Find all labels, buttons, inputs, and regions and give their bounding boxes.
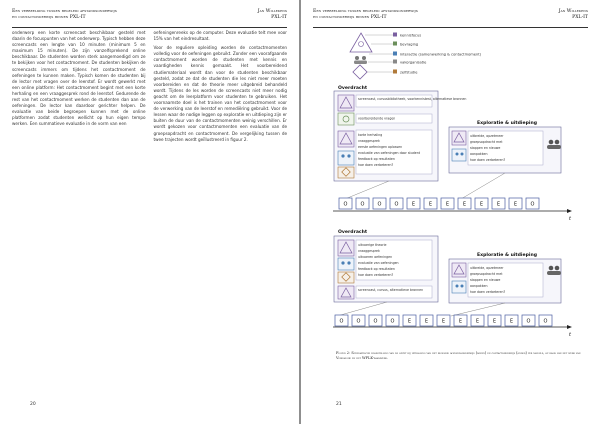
timeline-label: O <box>394 201 399 208</box>
card-text: stappen en nieuwe <box>470 278 501 282</box>
card-icon-tile <box>452 149 466 161</box>
timeline-label: E <box>407 318 412 325</box>
header-title-line1: Een verbeelding tussen begeleid afstandsonderwijs <box>313 9 418 14</box>
axis-arrow-icon <box>567 325 572 329</box>
legend-label: kennisfocus <box>400 33 422 38</box>
label-overdracht: Overdracht <box>338 86 368 91</box>
card-text: vraaggesprek <box>358 139 380 143</box>
card-text: uitvoeren oefeningen <box>358 255 393 259</box>
timeline-label: E <box>424 318 429 325</box>
axis-label: t <box>569 216 571 222</box>
figure-caption: Figuur 2: Schematische voorstelling van de opzet bij uitrolling van het begeleid afstandsonderwijs (boven) en contactonderwijs (onder) per module, op basis van het werk van Verhaeghe en het WFLK-raamwerk. <box>336 351 581 360</box>
card-text: evaluatie van oefeningen door student <box>358 151 421 155</box>
timeline-label: E <box>428 201 433 208</box>
timeline-label: E <box>479 201 484 208</box>
header-author: Jan Willekens <box>257 9 287 14</box>
timeline-label: E <box>462 201 467 208</box>
header-title <box>12 9 117 21</box>
people-icon <box>341 154 344 157</box>
body-columns <box>12 30 287 394</box>
people-icon <box>341 261 344 264</box>
card-text: korte herhaling <box>358 133 383 137</box>
card-text: screencast, cursus, alternatieve bronnen <box>358 288 424 292</box>
timeline-label: O <box>339 318 344 325</box>
timeline-label: E <box>411 201 416 208</box>
timeline-top <box>339 198 539 209</box>
axis-arrow-icon <box>567 209 572 213</box>
card-text: hoe doen verbeteren? <box>358 273 394 277</box>
legend-label: interactie (samenwerking & contactmoment) <box>400 52 482 57</box>
timeline-label: E <box>509 318 514 325</box>
timeline-label: O <box>526 318 531 325</box>
timeline-label: O <box>360 201 365 208</box>
diagram-top <box>333 85 572 222</box>
header-title-line1: Een verbeelding tussen begeleid afstandsonderwijs <box>12 9 117 14</box>
header-course: PXL-IT <box>572 15 588 20</box>
right-page <box>301 0 600 424</box>
header-author: Jan Willekens <box>558 9 588 14</box>
people-icon <box>456 285 459 288</box>
connector-line <box>461 173 505 199</box>
people-icon <box>347 154 350 157</box>
connector-line <box>345 181 389 199</box>
page-number: 21 <box>336 402 342 407</box>
card-text: groepsopdracht met <box>470 140 503 144</box>
card-text: stappen en nieuwe <box>470 146 501 150</box>
header-title-line2: en contactonderwijs binnen PXL-IT <box>313 15 387 20</box>
paragraph: Voor de reguliere opleiding worden de contactmomenten volledig voor de oefeningen gebruikt. Zonder een voorafgaande contactmoment worden de studenten met kennis en vaardigheden kennis gemaakt. Het voorbereidend studiemateriaal wordt dan voor de studenten beschikbaar gesteld, zodat ze dat de studenten die les niet meer moeten voorbereiden en dat de theorie meer uitgebreid behandeld wordt. Tijdens de les worden de screencasts niet meer nodig geacht om de leerplatform voor studenten te gebruiken. Het voornaamste doel is het trainen van het contactmoment voor de verwerking van de leerstof en remediëring gebruikt. Voor de lessen waar de nodige leggen op exploratie en uitdieping zijn er buiten de duur van de contactmomenten weinig verschillen. Er wordt gekozen voor contactmomenten een evaluatie van de groepsopdracht en contactmoment. De vergelijking tussen de twee trajecten wordt geïllustreerd in figuur 2. <box>153 45 287 142</box>
header-course: PXL-IT <box>271 15 287 20</box>
legend <box>350 33 482 80</box>
card-icon-tile <box>338 151 354 165</box>
card-text: aanpakken <box>470 152 488 156</box>
axis-label: t <box>569 332 571 338</box>
card-text: screencast, cursusbibliotheek, voorkennistest, alternatieve bronnen <box>358 97 467 101</box>
card-text: vraaggesprek <box>358 249 380 253</box>
people-icon <box>456 153 459 156</box>
timeline-bottom <box>335 315 552 326</box>
paragraph: oefeningenreeks op de computer. Deze evaluatie telt mee voor 15% van het eindresultaat. <box>153 30 287 42</box>
timeline-label: E <box>445 201 450 208</box>
running-header <box>12 9 287 28</box>
card-text: voorbereidende vragen <box>358 116 396 121</box>
body-column-1 <box>12 30 146 394</box>
timeline-label: O <box>373 318 378 325</box>
card-text: uitbreide, opzetmeer <box>470 134 504 138</box>
card-text: feedback op resultaten <box>358 157 395 161</box>
timeline-label: E <box>496 201 501 208</box>
label-exploratie: Exploratie & uitdieping <box>477 121 538 126</box>
card-text: evaluatie van oefeningen <box>358 261 399 265</box>
card-text: hoe doen verbeteren? <box>470 290 506 294</box>
timeline-label: E <box>458 318 463 325</box>
timeline-label: O <box>343 201 348 208</box>
card-text: uitbreide, opzetmeer <box>470 266 504 270</box>
card-text: aanpakken <box>470 284 488 288</box>
people-icon <box>461 153 464 156</box>
card-text: uitvoerige theorie <box>358 243 387 247</box>
card-text: hoe doen verbeteren? <box>470 158 506 162</box>
timeline-label: E <box>475 318 480 325</box>
card-text: groepsopdracht met <box>470 272 503 276</box>
body-column-2 <box>154 30 288 394</box>
header-meta <box>258 9 287 21</box>
header-title-line2: en contactonderwijs binnen PXL-IT <box>12 15 86 20</box>
card-icon-tile <box>452 281 466 293</box>
label-exploratie: Exploratie & uitdieping <box>477 253 538 258</box>
card-icon-tile <box>338 258 354 270</box>
legend-label: zelfstudie <box>400 70 418 75</box>
card-text: hoe doen verbeteren? <box>358 163 394 167</box>
people-icon <box>347 261 350 264</box>
page-number: 20 <box>30 402 36 407</box>
card-text: feedback op resultaten <box>358 267 395 271</box>
card-text: eerste oefeningen oplossen <box>358 145 403 149</box>
legend-diamond-icon <box>353 65 367 79</box>
timeline-label: O <box>530 201 535 208</box>
timeline-label: O <box>543 318 548 325</box>
left-page <box>0 0 299 424</box>
paragraph: onderwerp een korte screencast beschikbaar gesteld met daarin de focuspunten van het onderwerp. Typisch hebben deze screencasts een lengte van 10 minuten (minimum 5 en maximum 15 minuten). De zijn vanzelfsprekend online beschikbaar. De studenten worden sterk aangemoedigd om ze te bekijken voor het contactmoment. De studenten bekijken de screencasts immers om tijdens het contactmoment de oefeningen te kunnen maken. Typisch komen de studenten bij de lector met vragen over de leerstof. Er wordt gewerkt met een online platform: Het contactmoment begint met een korte herhaling en een vraaggesprek rond de leerstof. Gedurende de rest van het contactmoment werken de studenten dan aan de oefeningen. De lector kan daardoor gerichter helpen. De evaluatie van beide begroepen kunnen met de online platformen zodat studenten wellicht op hun eigen tempo werken. Een summatieve evaluatie in de vorm van een <box>12 30 146 127</box>
diagram-bottom <box>333 229 572 338</box>
connector-line <box>451 303 505 316</box>
timeline-label: E <box>441 318 446 325</box>
timeline-label: O <box>377 201 382 208</box>
timeline-label: E <box>492 318 497 325</box>
label-overdracht: Overdracht <box>338 230 368 235</box>
legend-triangle-icon <box>350 33 372 52</box>
people-icon <box>461 285 464 288</box>
timeline-label: O <box>356 318 361 325</box>
legend-label: bevraging <box>400 42 419 47</box>
timeline-label: E <box>513 201 518 208</box>
card-icon-tile <box>338 113 354 125</box>
timeline-label: O <box>390 318 395 325</box>
legend-label: vakorganisatie <box>400 60 427 65</box>
connector-line <box>337 302 387 316</box>
legend-people-icon <box>354 56 367 64</box>
